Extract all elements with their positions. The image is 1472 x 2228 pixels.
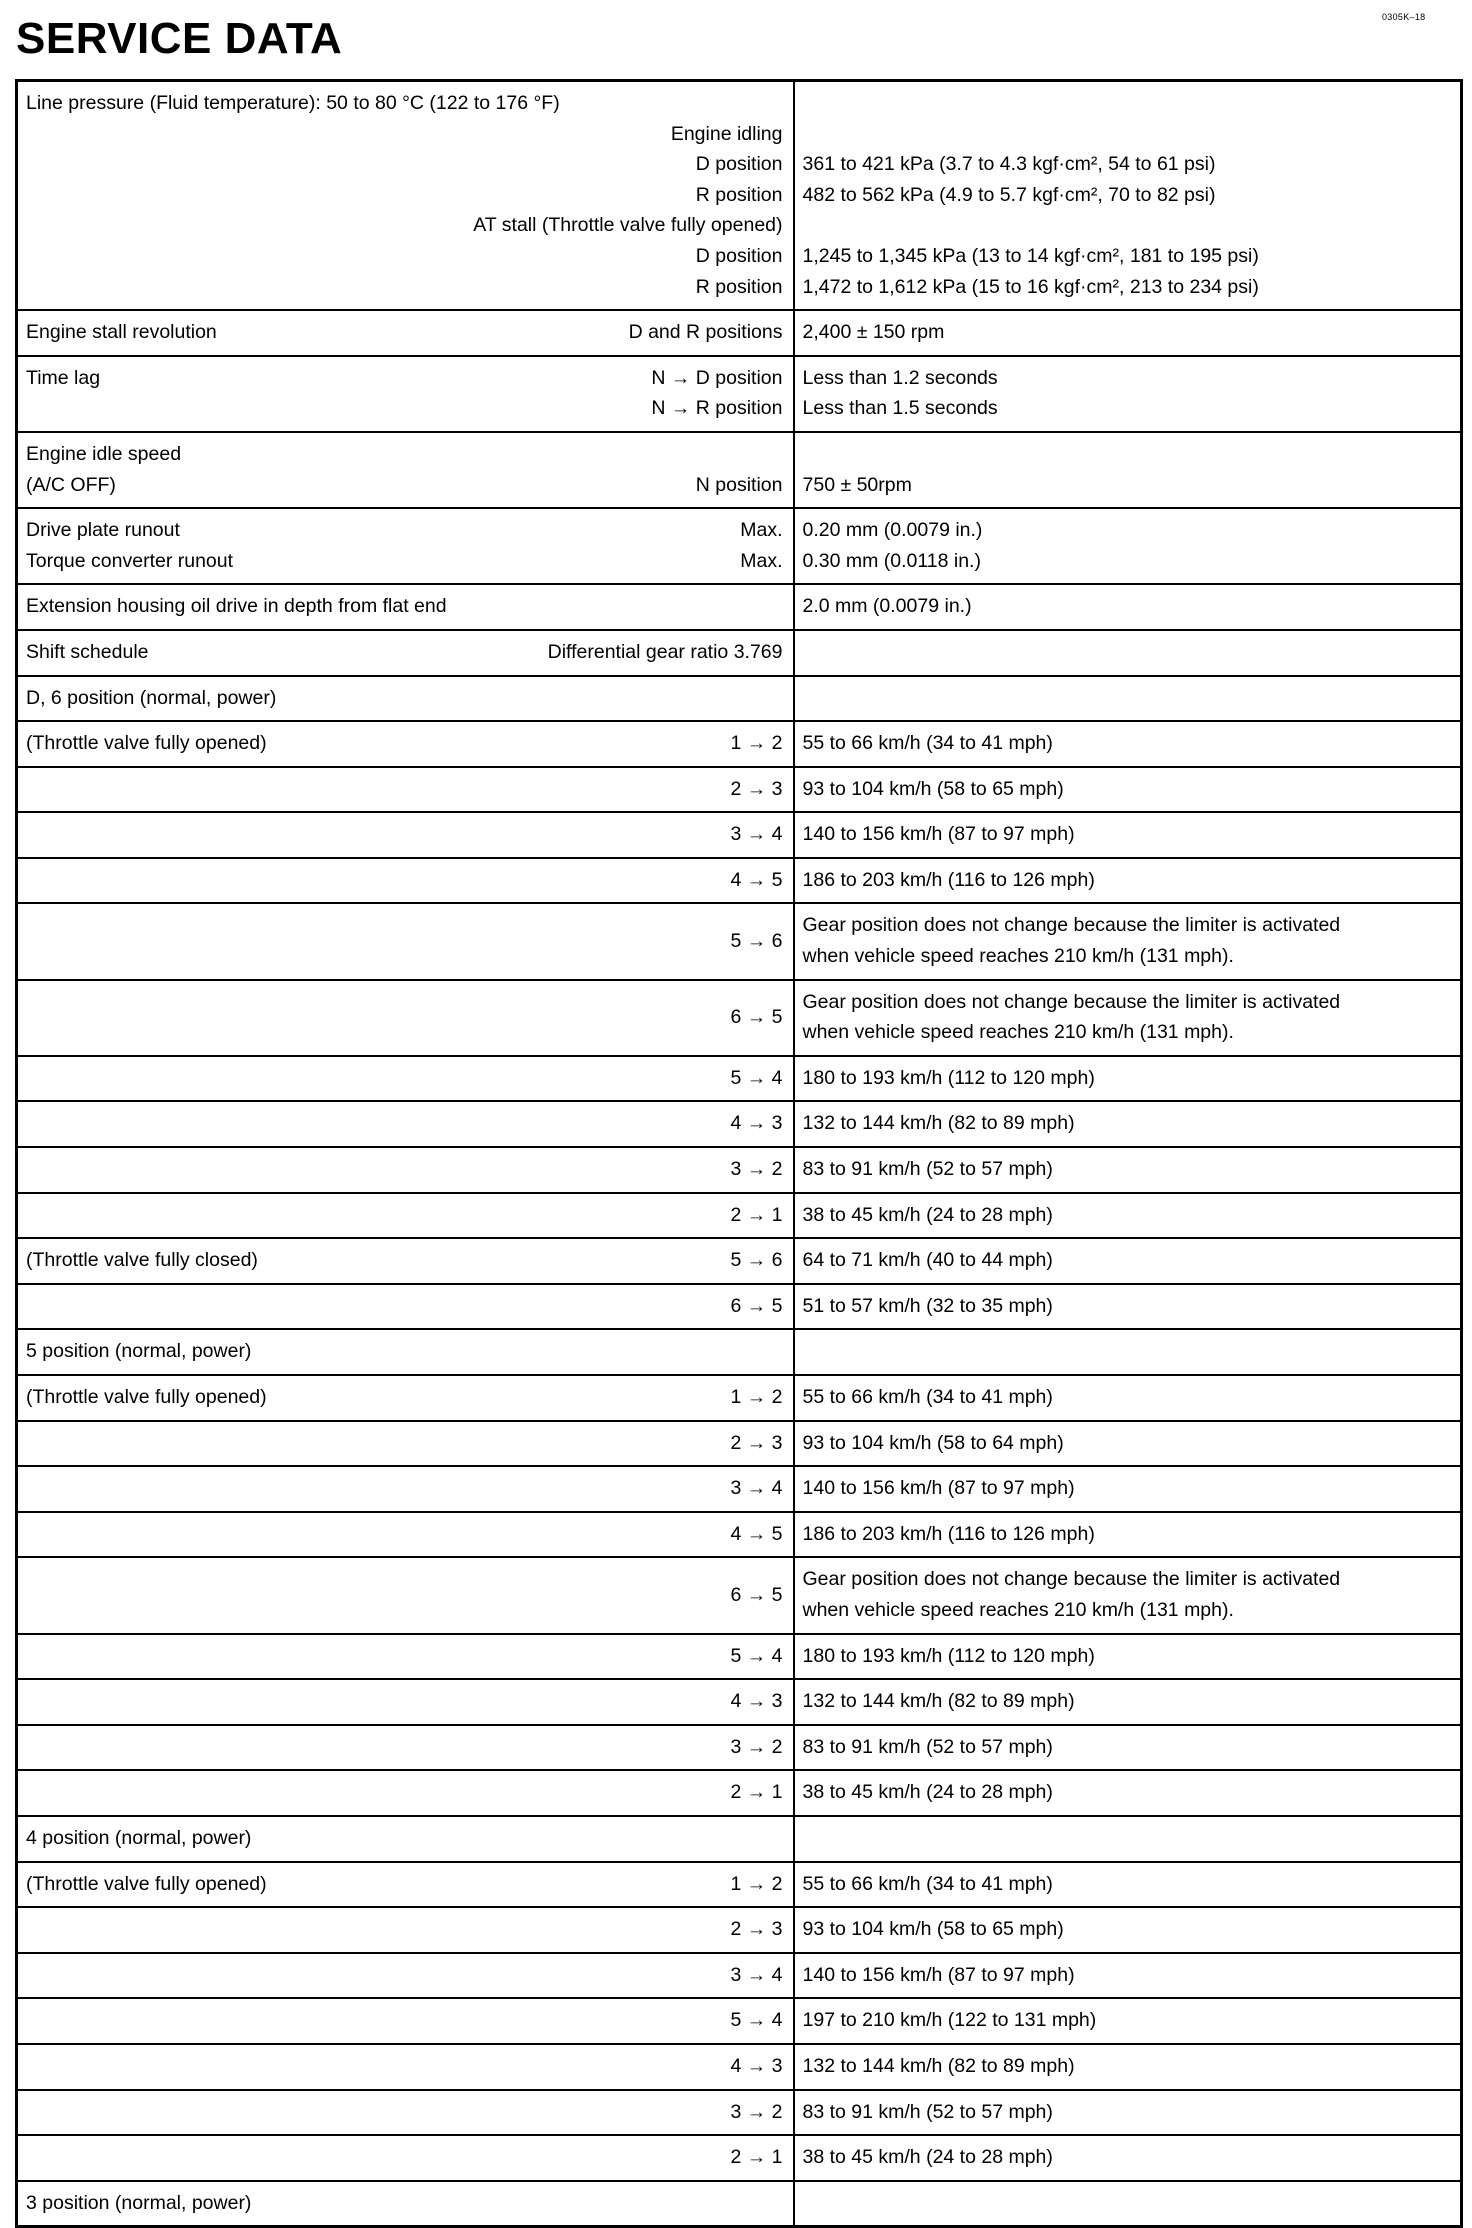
shift-note-line-2: when vehicle speed reaches 210 km/h (131 mph). (802, 1598, 1234, 1621)
row-extension-housing (17, 584, 1462, 630)
shift-speed-value: 186 to 203 km/h (116 to 126 mph) (802, 1522, 1095, 1545)
shift-change-label: 6 → 5 (730, 1005, 783, 1028)
idle-speed-condition: N position (695, 473, 783, 496)
stall-r-position-value: 1,472 to 1,612 kPa (15 to 16 kgf·cm², 213 to 234 psi) (802, 275, 1259, 298)
torque-converter-runout-limit: Max. (740, 549, 783, 572)
shift-change-label: 2 → 1 (730, 1203, 783, 1226)
shift-change-label: 4 → 5 (730, 1522, 783, 1545)
time-lag-label: Time lag (26, 366, 101, 389)
engine-stall-value: 2,400 ± 150 rpm (802, 321, 945, 344)
differential-gear-ratio: Differential gear ratio 3.769 (547, 640, 783, 663)
shift-speed-value: 93 to 104 km/h (58 to 65 mph) (802, 1918, 1064, 1941)
shift-row (17, 1679, 1462, 1725)
time-lag-nd-value: Less than 1.2 seconds (802, 366, 998, 389)
throttle-condition-label: (Throttle valve fully closed) (26, 1249, 258, 1272)
shift-speed-value: 83 to 91 km/h (52 to 57 mph) (802, 1158, 1053, 1181)
table-body (17, 81, 1462, 2227)
row-line-pressure (17, 81, 1462, 311)
torque-converter-runout-value: 0.30 mm (0.0118 in.) (802, 549, 981, 572)
shift-speed-value: 38 to 45 km/h (24 to 28 mph) (802, 2146, 1053, 2169)
section-label: 4 position (normal, power) (26, 1826, 252, 1849)
shift-speed-value: 93 to 104 km/h (58 to 65 mph) (802, 777, 1064, 800)
extension-housing-value: 2.0 mm (0.0079 in.) (802, 595, 972, 618)
shift-speed-value: 38 to 45 km/h (24 to 28 mph) (802, 1203, 1053, 1226)
section-label: 5 position (normal, power) (26, 1340, 252, 1363)
shift-change-label: 4 → 3 (730, 2054, 783, 2077)
shift-speed-value: 38 to 45 km/h (24 to 28 mph) (802, 1781, 1053, 1804)
idle-d-position-label: D position (695, 153, 783, 176)
time-lag-nd-label: N → D position (651, 366, 783, 389)
shift-speed-value: 83 to 91 km/h (52 to 57 mph) (802, 2100, 1053, 2123)
extension-housing-label: Extension housing oil drive in depth from flat end (26, 595, 447, 618)
shift-change-label: 3 → 2 (730, 1735, 783, 1758)
shift-speed-value: 197 to 210 km/h (122 to 131 mph) (802, 2009, 1097, 2032)
shift-change-label: 3 → 4 (730, 823, 783, 846)
shift-row (17, 1101, 1462, 1147)
shift-speed-value: 132 to 144 km/h (82 to 89 mph) (802, 1690, 1075, 1713)
service-data-table (15, 79, 1463, 2228)
shift-row (17, 903, 1462, 979)
drive-plate-runout-value: 0.20 mm (0.0079 in.) (802, 519, 983, 542)
idle-d-position-value: 361 to 421 kPa (3.7 to 4.3 kgf·cm², 54 to 61 psi) (802, 153, 1216, 176)
drive-plate-runout-label: Drive plate runout (26, 519, 180, 542)
engine-idling-label: Engine idling (670, 122, 783, 145)
shift-change-label: 4 → 3 (730, 1112, 783, 1135)
shift-change-label: 3 → 2 (730, 2100, 783, 2123)
shift-schedule-label: Shift schedule (26, 640, 149, 663)
shift-change-label: 3 → 2 (730, 1158, 783, 1181)
shift-row (17, 1375, 1462, 1421)
shift-speed-value: 132 to 144 km/h (82 to 89 mph) (802, 2054, 1075, 2077)
shift-note-line-2: when vehicle speed reaches 210 km/h (131 mph). (802, 945, 1234, 968)
engine-stall-label: Engine stall revolution (26, 321, 217, 344)
section-row (17, 2181, 1462, 2227)
shift-note-line-1: Gear position does not change because the limiter is activated (802, 1568, 1341, 1591)
shift-change-label: 4 → 3 (730, 1690, 783, 1713)
row-time-lag (17, 356, 1462, 432)
shift-note-line-2: when vehicle speed reaches 210 km/h (131 mph). (802, 1021, 1234, 1044)
idle-r-position-label: R position (695, 183, 783, 206)
shift-speed-value: 55 to 66 km/h (34 to 41 mph) (802, 1386, 1053, 1408)
shift-note-line-1: Gear position does not change because the limiter is activated (802, 914, 1341, 937)
shift-change-label: 2 → 3 (730, 1918, 783, 1941)
shift-row (17, 1512, 1462, 1558)
shift-row (17, 767, 1462, 813)
shift-speed-value: 180 to 193 km/h (112 to 120 mph) (802, 1066, 1095, 1089)
engine-stall-condition: D and R positions (628, 321, 783, 344)
shift-speed-value: 55 to 66 km/h (34 to 41 mph) (802, 732, 1053, 755)
shift-note-line-1: Gear position does not change because the limiter is activated (802, 990, 1341, 1013)
shift-row (17, 1421, 1462, 1467)
section-row (17, 1329, 1462, 1375)
throttle-condition-label: (Throttle valve fully opened) (26, 732, 267, 755)
shift-change-label: 2 → 1 (730, 2146, 783, 2169)
line-pressure-label-cell (17, 81, 794, 311)
throttle-condition-label: (Throttle valve fully opened) (26, 1872, 267, 1895)
row-idle-speed (17, 432, 1462, 508)
stall-d-position-value: 1,245 to 1,345 kPa (13 to 14 kgf·cm², 181 to 195 psi) (802, 244, 1259, 267)
shift-speed-value: 132 to 144 km/h (82 to 89 mph) (802, 1112, 1075, 1135)
shift-speed-value: 180 to 193 km/h (112 to 120 mph) (802, 1644, 1095, 1667)
stall-d-position-label: D position (695, 244, 783, 267)
shift-change-label: 5 → 4 (730, 1644, 783, 1667)
shift-speed-value: 51 to 57 km/h (32 to 35 mph) (802, 1294, 1053, 1317)
shift-speed-value: 140 to 156 km/h (87 to 97 mph) (802, 1477, 1075, 1500)
shift-row (17, 2090, 1462, 2136)
shift-row (17, 1284, 1462, 1330)
shift-speed-value: 55 to 66 km/h (34 to 41 mph) (802, 1872, 1053, 1895)
shift-change-label: 5 → 4 (730, 1066, 783, 1089)
shift-change-label: 4 → 5 (730, 868, 783, 891)
shift-row (17, 1466, 1462, 1512)
shift-speed-value: 140 to 156 km/h (87 to 97 mph) (802, 823, 1075, 846)
shift-row (17, 2135, 1462, 2181)
at-stall-label: AT stall (Throttle valve fully opened) (473, 214, 783, 237)
shift-change-label: 5 → 6 (730, 1249, 783, 1272)
section-label: D, 6 position (normal, power) (26, 686, 277, 709)
shift-change-label: 1 → 2 (730, 732, 783, 755)
idle-speed-label: Engine idle speed (26, 442, 182, 465)
shift-speed-value: 64 to 71 km/h (40 to 44 mph) (802, 1249, 1053, 1272)
shift-change-label: 5 → 6 (730, 929, 783, 952)
time-lag-nr-label: N → R position (651, 397, 783, 420)
shift-row (17, 1634, 1462, 1680)
shift-row (17, 1953, 1462, 1999)
shift-change-label: 3 → 4 (730, 1963, 783, 1986)
idle-speed-value: 750 ± 50rpm (802, 473, 912, 496)
shift-change-label: 1 → 2 (730, 1386, 783, 1408)
shift-speed-value: 140 to 156 km/h (87 to 97 mph) (802, 1963, 1075, 1986)
shift-row (17, 1238, 1462, 1284)
shift-row (17, 1770, 1462, 1816)
shift-row (17, 1147, 1462, 1193)
shift-row (17, 1725, 1462, 1771)
idle-speed-sublabel: (A/C OFF) (26, 473, 116, 496)
shift-row (17, 1056, 1462, 1102)
shift-row (17, 721, 1462, 767)
page-title: SERVICE DATA (16, 14, 343, 63)
shift-change-label: 2 → 3 (730, 1431, 783, 1454)
shift-change-label: 6 → 5 (730, 1583, 783, 1606)
document-code: 0305K–18 (1382, 12, 1426, 22)
row-engine-stall (17, 310, 1462, 356)
shift-speed-value: 83 to 91 km/h (52 to 57 mph) (802, 1735, 1053, 1758)
shift-change-label: 1 → 2 (730, 1872, 783, 1895)
shift-row (17, 812, 1462, 858)
shift-row (17, 2044, 1462, 2090)
row-runout (17, 508, 1462, 584)
shift-row (17, 1862, 1462, 1908)
shift-change-label: 3 → 4 (730, 1477, 783, 1500)
shift-row (17, 1193, 1462, 1239)
shift-change-label: 5 → 4 (730, 2009, 783, 2032)
time-lag-nr-value: Less than 1.5 seconds (802, 397, 998, 420)
section-row (17, 1816, 1462, 1862)
shift-change-label: 2 → 1 (730, 1781, 783, 1804)
line-pressure-heading: Line pressure (Fluid temperature): 50 to 80 °C (122 to 176 °F) (26, 92, 560, 114)
shift-row (17, 1907, 1462, 1953)
line-pressure-value-cell (794, 81, 1462, 311)
stall-r-position-label: R position (695, 275, 783, 298)
torque-converter-runout-label: Torque converter runout (26, 549, 234, 572)
shift-row (17, 1998, 1462, 2044)
section-row (17, 676, 1462, 722)
shift-row (17, 858, 1462, 904)
shift-row (17, 1557, 1462, 1633)
idle-r-position-value: 482 to 562 kPa (4.9 to 5.7 kgf·cm², 70 to 82 psi) (802, 183, 1216, 206)
shift-speed-value: 93 to 104 km/h (58 to 64 mph) (802, 1431, 1064, 1454)
section-label: 3 position (normal, power) (26, 2191, 252, 2214)
row-shift-schedule (17, 630, 1462, 676)
shift-speed-value: 186 to 203 km/h (116 to 126 mph) (802, 868, 1095, 891)
throttle-condition-label: (Throttle valve fully opened) (26, 1386, 267, 1408)
drive-plate-runout-limit: Max. (740, 519, 783, 542)
shift-change-label: 2 → 3 (730, 777, 783, 800)
shift-row (17, 980, 1462, 1056)
shift-change-label: 6 → 5 (730, 1294, 783, 1317)
